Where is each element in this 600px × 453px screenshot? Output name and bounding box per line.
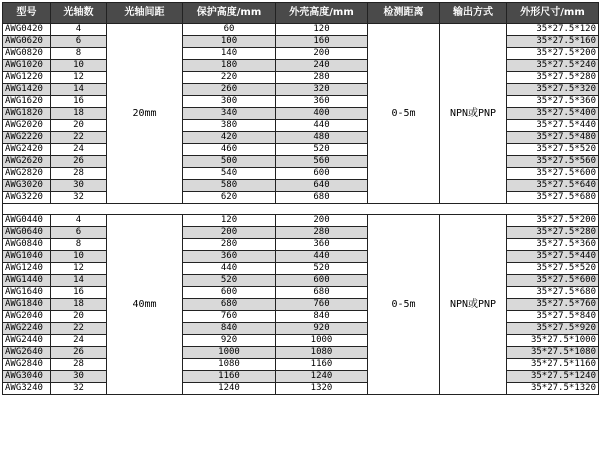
cell-protection-height: 600: [183, 287, 276, 299]
cell-size: 35*27.5*160: [507, 36, 599, 48]
cell-axes: 12: [51, 72, 107, 84]
cell-model: AWG0640: [3, 227, 51, 239]
table-row: [3, 72, 599, 84]
cell-size: 35*27.5*1080: [507, 347, 599, 359]
cell-model: AWG2640: [3, 347, 51, 359]
header-protection-height: 保护高度/mm: [183, 3, 276, 24]
table-row: [3, 263, 599, 275]
group-gap: [3, 204, 599, 215]
cell-axes: 30: [51, 371, 107, 383]
cell-size: 35*27.5*520: [507, 263, 599, 275]
group-20mm: [3, 24, 599, 204]
table-row: [3, 347, 599, 359]
cell-shell-height: 920: [276, 323, 368, 335]
cell-shell-height: 440: [276, 120, 368, 132]
header-row: [3, 3, 599, 24]
cell-axes: 14: [51, 275, 107, 287]
cell-output: NPN或PNP: [440, 24, 507, 204]
cell-size: 35*27.5*280: [507, 72, 599, 84]
cell-shell-height: 520: [276, 144, 368, 156]
cell-protection-height: 340: [183, 108, 276, 120]
cell-protection-height: 580: [183, 180, 276, 192]
cell-size: 35*27.5*360: [507, 239, 599, 251]
table-row: [3, 275, 599, 287]
cell-model: AWG3040: [3, 371, 51, 383]
cell-protection-height: 380: [183, 120, 276, 132]
cell-size: 35*27.5*440: [507, 120, 599, 132]
cell-model: AWG1840: [3, 299, 51, 311]
cell-model: AWG2040: [3, 311, 51, 323]
cell-protection-height: 680: [183, 299, 276, 311]
table-row: [3, 24, 599, 36]
cell-protection-height: 300: [183, 96, 276, 108]
cell-axes: 26: [51, 347, 107, 359]
cell-axes: 10: [51, 60, 107, 72]
cell-size: 35*27.5*920: [507, 323, 599, 335]
cell-protection-height: 1240: [183, 383, 276, 395]
cell-model: AWG3020: [3, 180, 51, 192]
gap-cell: [3, 204, 599, 215]
table-row: [3, 299, 599, 311]
cell-shell-height: 1000: [276, 335, 368, 347]
cell-size: 35*27.5*1000: [507, 335, 599, 347]
cell-size: 35*27.5*680: [507, 192, 599, 204]
gap-row: [3, 204, 599, 215]
cell-protection-height: 500: [183, 156, 276, 168]
header-axes: 光轴数: [51, 3, 107, 24]
cell-size: 35*27.5*440: [507, 251, 599, 263]
table-row: [3, 251, 599, 263]
cell-protection-height: 220: [183, 72, 276, 84]
cell-model: AWG2840: [3, 359, 51, 371]
header-spacing: 光轴间距: [107, 3, 183, 24]
cell-distance: 0-5m: [368, 24, 440, 204]
cell-shell-height: 480: [276, 132, 368, 144]
cell-size: 35*27.5*560: [507, 156, 599, 168]
cell-model: AWG0440: [3, 215, 51, 227]
cell-shell-height: 320: [276, 84, 368, 96]
cell-axes: 4: [51, 215, 107, 227]
cell-size: 35*27.5*640: [507, 180, 599, 192]
table-row: [3, 383, 599, 395]
cell-size: 35*27.5*400: [507, 108, 599, 120]
cell-spacing: 20mm: [107, 24, 183, 204]
cell-size: 35*27.5*320: [507, 84, 599, 96]
cell-size: 35*27.5*680: [507, 287, 599, 299]
cell-protection-height: 60: [183, 24, 276, 36]
cell-axes: 22: [51, 323, 107, 335]
cell-axes: 32: [51, 192, 107, 204]
table-row: [3, 192, 599, 204]
cell-model: AWG1440: [3, 275, 51, 287]
cell-size: 35*27.5*840: [507, 311, 599, 323]
cell-axes: 16: [51, 287, 107, 299]
header-size: 外形尺寸/mm: [507, 3, 599, 24]
cell-size: 35*27.5*480: [507, 132, 599, 144]
cell-axes: 18: [51, 299, 107, 311]
table-row: [3, 335, 599, 347]
cell-shell-height: 160: [276, 36, 368, 48]
cell-axes: 4: [51, 24, 107, 36]
cell-model: AWG3240: [3, 383, 51, 395]
header-output: 输出方式: [440, 3, 507, 24]
cell-protection-height: 1160: [183, 371, 276, 383]
cell-protection-height: 840: [183, 323, 276, 335]
cell-shell-height: 680: [276, 192, 368, 204]
cell-shell-height: 840: [276, 311, 368, 323]
cell-shell-height: 520: [276, 263, 368, 275]
table-row: [3, 239, 599, 251]
cell-shell-height: 1320: [276, 383, 368, 395]
cell-protection-height: 260: [183, 84, 276, 96]
cell-model: AWG0840: [3, 239, 51, 251]
cell-protection-height: 1080: [183, 359, 276, 371]
header-model: 型号: [3, 3, 51, 24]
cell-model: AWG1640: [3, 287, 51, 299]
cell-shell-height: 640: [276, 180, 368, 192]
cell-shell-height: 200: [276, 215, 368, 227]
cell-size: 35*27.5*600: [507, 168, 599, 180]
cell-size: 35*27.5*760: [507, 299, 599, 311]
cell-protection-height: 180: [183, 60, 276, 72]
cell-shell-height: 360: [276, 96, 368, 108]
cell-size: 35*27.5*520: [507, 144, 599, 156]
table-row: [3, 48, 599, 60]
cell-model: AWG1820: [3, 108, 51, 120]
cell-shell-height: 240: [276, 60, 368, 72]
cell-axes: 28: [51, 168, 107, 180]
table-row: [3, 108, 599, 120]
table-row: [3, 84, 599, 96]
cell-axes: 30: [51, 180, 107, 192]
cell-shell-height: 1240: [276, 371, 368, 383]
cell-axes: 28: [51, 359, 107, 371]
cell-output: NPN或PNP: [440, 215, 507, 395]
cell-protection-height: 760: [183, 311, 276, 323]
table-row: [3, 96, 599, 108]
cell-shell-height: 760: [276, 299, 368, 311]
cell-size: 35*27.5*240: [507, 60, 599, 72]
cell-model: AWG1420: [3, 84, 51, 96]
table-row: [3, 36, 599, 48]
table-row: [3, 311, 599, 323]
cell-model: AWG0820: [3, 48, 51, 60]
cell-distance: 0-5m: [368, 215, 440, 395]
table-row: [3, 180, 599, 192]
cell-shell-height: 120: [276, 24, 368, 36]
cell-model: AWG0620: [3, 36, 51, 48]
cell-protection-height: 280: [183, 239, 276, 251]
cell-model: AWG1240: [3, 263, 51, 275]
cell-model: AWG2420: [3, 144, 51, 156]
cell-shell-height: 440: [276, 251, 368, 263]
cell-axes: 32: [51, 383, 107, 395]
cell-protection-height: 920: [183, 335, 276, 347]
table-row: [3, 120, 599, 132]
cell-axes: 26: [51, 156, 107, 168]
table-row: [3, 168, 599, 180]
cell-spacing: 40mm: [107, 215, 183, 395]
group-40mm: [3, 215, 599, 395]
cell-axes: 12: [51, 263, 107, 275]
cell-protection-height: 200: [183, 227, 276, 239]
cell-axes: 18: [51, 108, 107, 120]
cell-model: AWG2440: [3, 335, 51, 347]
cell-axes: 24: [51, 335, 107, 347]
cell-model: AWG2240: [3, 323, 51, 335]
cell-protection-height: 1000: [183, 347, 276, 359]
table-row: [3, 215, 599, 227]
cell-size: 35*27.5*200: [507, 215, 599, 227]
cell-shell-height: 200: [276, 48, 368, 60]
cell-shell-height: 600: [276, 275, 368, 287]
cell-protection-height: 460: [183, 144, 276, 156]
cell-model: AWG3220: [3, 192, 51, 204]
cell-model: AWG2820: [3, 168, 51, 180]
cell-model: AWG2020: [3, 120, 51, 132]
cell-axes: 10: [51, 251, 107, 263]
cell-shell-height: 280: [276, 72, 368, 84]
cell-size: 35*27.5*360: [507, 96, 599, 108]
cell-model: AWG1220: [3, 72, 51, 84]
table-row: [3, 371, 599, 383]
cell-size: 35*27.5*600: [507, 275, 599, 287]
cell-protection-height: 140: [183, 48, 276, 60]
cell-axes: 24: [51, 144, 107, 156]
cell-protection-height: 520: [183, 275, 276, 287]
cell-size: 35*27.5*200: [507, 48, 599, 60]
table-row: [3, 156, 599, 168]
cell-shell-height: 600: [276, 168, 368, 180]
cell-axes: 20: [51, 311, 107, 323]
cell-axes: 16: [51, 96, 107, 108]
cell-protection-height: 120: [183, 215, 276, 227]
table-row: [3, 227, 599, 239]
cell-shell-height: 680: [276, 287, 368, 299]
cell-protection-height: 540: [183, 168, 276, 180]
cell-axes: 14: [51, 84, 107, 96]
cell-shell-height: 1080: [276, 347, 368, 359]
table-row: [3, 287, 599, 299]
table-row: [3, 132, 599, 144]
cell-axes: 22: [51, 132, 107, 144]
header-shell-height: 外壳高度/mm: [276, 3, 368, 24]
cell-shell-height: 560: [276, 156, 368, 168]
cell-protection-height: 440: [183, 263, 276, 275]
cell-model: AWG1040: [3, 251, 51, 263]
cell-protection-height: 420: [183, 132, 276, 144]
cell-shell-height: 280: [276, 227, 368, 239]
spec-table: [2, 2, 599, 395]
cell-axes: 6: [51, 36, 107, 48]
cell-size: 35*27.5*1320: [507, 383, 599, 395]
table-row: [3, 144, 599, 156]
cell-axes: 8: [51, 239, 107, 251]
cell-model: AWG1620: [3, 96, 51, 108]
table-row: [3, 323, 599, 335]
cell-model: AWG1020: [3, 60, 51, 72]
cell-model: AWG2620: [3, 156, 51, 168]
cell-size: 35*27.5*120: [507, 24, 599, 36]
table-row: [3, 60, 599, 72]
cell-protection-height: 620: [183, 192, 276, 204]
cell-axes: 8: [51, 48, 107, 60]
cell-size: 35*27.5*280: [507, 227, 599, 239]
cell-size: 35*27.5*1240: [507, 371, 599, 383]
cell-model: AWG2220: [3, 132, 51, 144]
cell-model: AWG0420: [3, 24, 51, 36]
cell-protection-height: 360: [183, 251, 276, 263]
header-distance: 检测距离: [368, 3, 440, 24]
table-row: [3, 359, 599, 371]
cell-size: 35*27.5*1160: [507, 359, 599, 371]
cell-axes: 20: [51, 120, 107, 132]
cell-shell-height: 400: [276, 108, 368, 120]
cell-protection-height: 100: [183, 36, 276, 48]
cell-shell-height: 360: [276, 239, 368, 251]
cell-axes: 6: [51, 227, 107, 239]
cell-shell-height: 1160: [276, 359, 368, 371]
